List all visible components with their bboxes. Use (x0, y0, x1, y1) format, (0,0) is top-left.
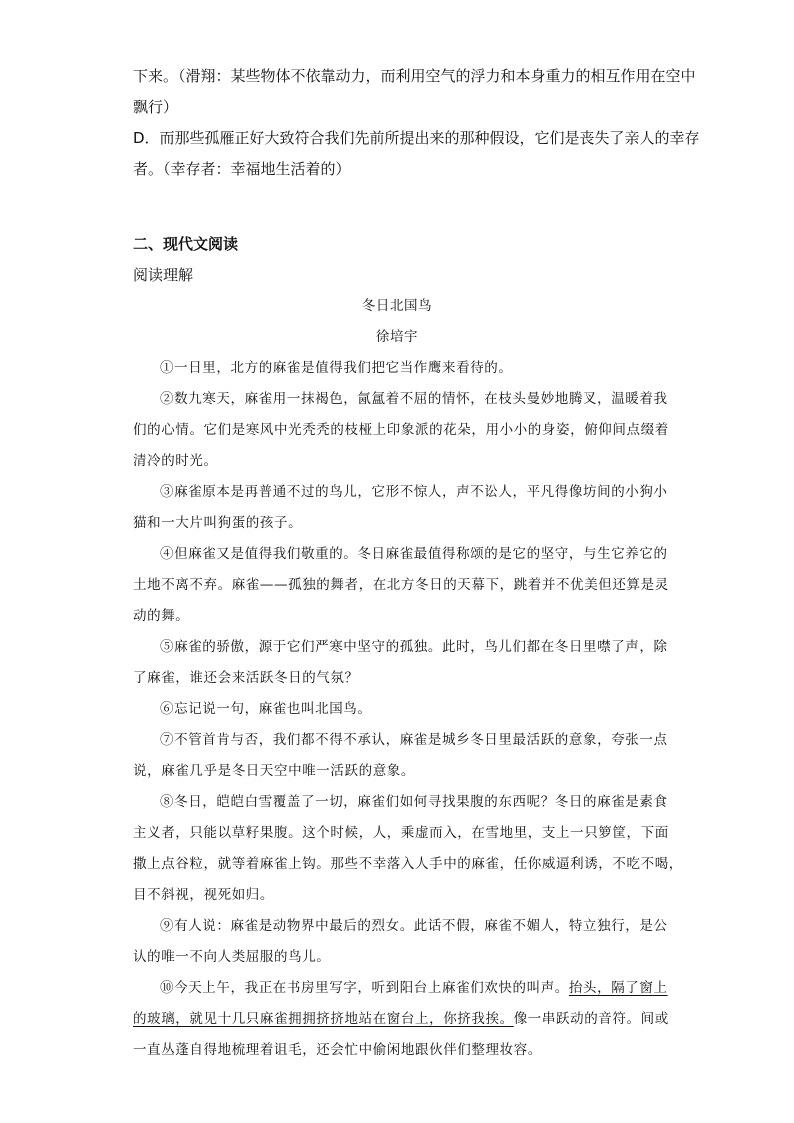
paragraph-10-text-2: 像一串跃动的音符。间或 (513, 1011, 669, 1027)
paragraph-6: ⑥忘记说一句，麻雀也叫北国鸟。 (160, 701, 372, 717)
paragraph-5-line-1: ⑤麻雀的骄傲，源于它们严寒中坚守的孤独。此时，鸟儿们都在冬日里噤了声，除 (160, 639, 668, 655)
paragraph-5-line-2: 了麻雀，谁还会来活跃冬日的气氛？ (133, 670, 359, 686)
paragraph-2-line-1: ②数九寒天，麻雀用一抹褐色，氤氲着不屈的情怀，在枝头曼妙地腾叉，温暖着我 (160, 391, 668, 407)
option-c-line-2: 飘行） (133, 98, 179, 116)
paragraph-8-line-3: 撒上点谷粒，就等着麻雀上钩。那些不幸落入人手中的麻雀，任你威逼利诱，不吃不喝， (133, 856, 683, 872)
article-author: 徐培宇 (375, 329, 419, 345)
option-d-line-1: D．而那些孤雁正好大致符合我们先前所提出来的那种假设，它们是丧失了亲人的幸存 (133, 129, 700, 147)
underlined-sentence-part-2: 的玻璃，就见十几只麻雀拥拥挤挤地站在窗台上，你挤我挨。 (133, 1011, 514, 1027)
paragraph-3-line-2: 猫和一大片叫狗蛋的孩子。 (133, 515, 303, 531)
option-c-line-1: 下来。（滑翔：某些物体不依靠动力，而利用空气的浮力和本身重力的相互作用在空中 (133, 67, 696, 85)
option-d-line-2: 者。（幸存者：幸福地生活着的） (133, 160, 351, 178)
paragraph-1: ①一日里，北方的麻雀是值得我们把它当作鹰来看待的。 (160, 360, 513, 376)
paragraph-2-line-2: 们的心情。它们是寒风中光秃秃的枝桠上印象派的花朵，用小小的身姿，俯仰间点缀着 (133, 422, 669, 438)
paragraph-8-line-2: 主义者，只能以草籽果腹。这个时候，人，乘虚而入，在雪地里，支上一只箩筐，下面 (133, 825, 669, 841)
paragraph-10-line-1 (160, 978, 668, 998)
paragraph-8-line-1: ⑧冬日，皑皑白雪覆盖了一切，麻雀们如何寻找果腹的东西呢？冬日的麻雀是素食 (160, 794, 668, 810)
paragraph-10-text: ⑩今天上午，我正在书房里写字，听到阳台上麻雀们欢快的叫声。 (160, 980, 569, 996)
paragraph-4-line-3: 动的舞。 (133, 608, 190, 624)
underlined-sentence-part-1: 抬头，隔了窗上 (568, 980, 668, 996)
paragraph-7-line-2: 说，麻雀几乎是冬日天空中唯一活跃的意象。 (133, 763, 415, 779)
paragraph-3-line-1: ③麻雀原本是再普通不过的鸟儿，它形不惊人，声不讼人，平凡得像坊间的小狗小 (160, 484, 668, 500)
section-subheading: 阅读理解 (133, 266, 194, 284)
paragraph-8-line-4: 目不斜视，视死如归。 (133, 887, 274, 903)
paragraph-10-line-3: 一直丛蓬自得地梳理着诅毛，还会忙中偷闲地跟伙伴们整理妆容。 (133, 1042, 542, 1058)
paragraph-9-line-1: ⑨有人说：麻雀是动物界中最后的烈女。此话不假，麻雀不媚人，特立独行，是公 (160, 918, 668, 934)
paragraph-9-line-2: 认的唯一不向人类屈服的鸟儿。 (133, 949, 331, 965)
article-title: 冬日北国鸟 (361, 298, 433, 314)
paragraph-7-line-1: ⑦不管首肯与否，我们都不得不承认，麻雀是城乡冬日里最活跃的意象，夸张一点 (160, 732, 668, 748)
paragraph-4-line-1: ④但麻雀又是值得我们敬重的。冬日麻雀最值得称颂的是它的坚守，与生它养它的 (160, 546, 668, 562)
paragraph-4-line-2: 土地不离不弃。麻雀——孤独的舞者，在北方冬日的天幕下，跳着并不优美但还算是灵 (133, 577, 669, 593)
section-heading: 二、现代文阅读 (133, 235, 239, 253)
paragraph-10-line-2 (133, 1009, 669, 1029)
paragraph-2-line-3: 清冷的时光。 (133, 453, 218, 469)
